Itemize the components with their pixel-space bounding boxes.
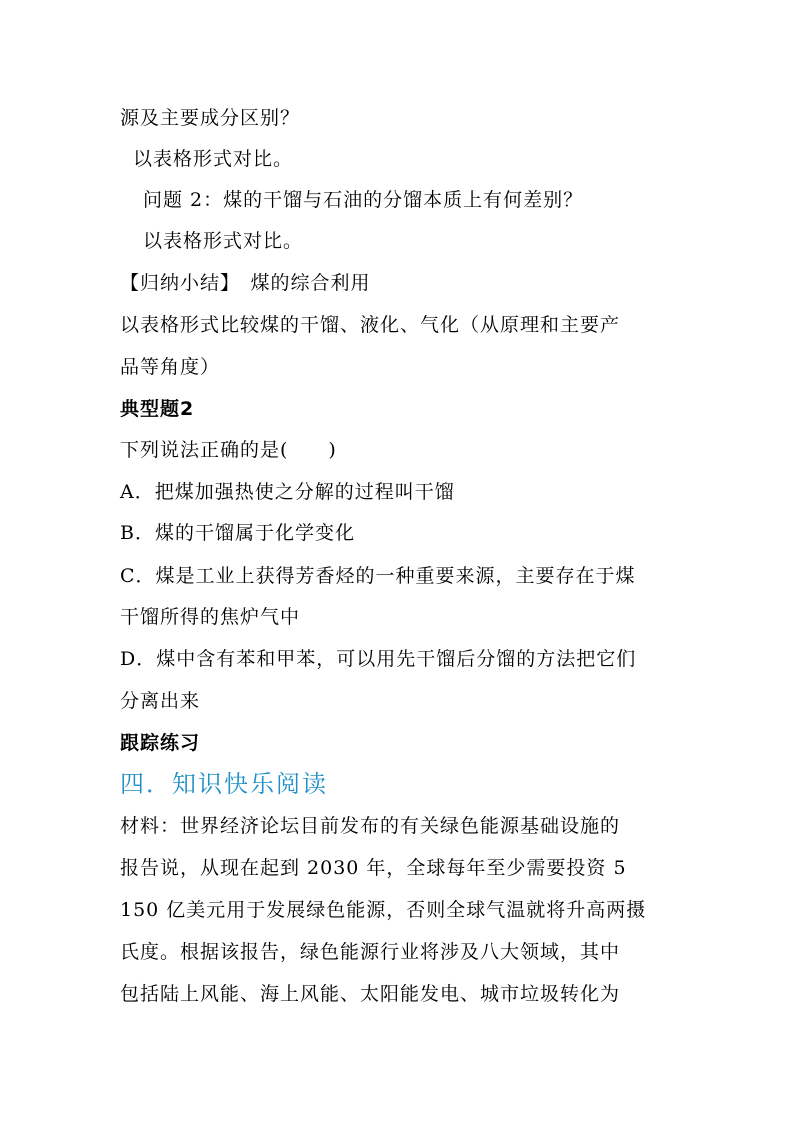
option-a: A．把煤加强热使之分解的过程叫干馏 [120, 481, 455, 503]
option-d-line-1: D．煤中含有苯和甲苯，可以用先干馏后分馏的方法把它们 [120, 648, 637, 670]
material-line-4: 氏度。根据该报告，绿色能源行业将涉及八大领域，其中 [120, 941, 621, 963]
section-heading-reading: 四．知识快乐阅读 [120, 770, 328, 798]
text-line-compare-table-2: 以表格形式对比。 [143, 230, 304, 252]
summary-heading: 【归纳小结】 煤的综合利用 [120, 272, 371, 294]
text-line-compare-table-1: 以表格形式对比。 [133, 148, 294, 170]
summary-text-1: 以表格形式比较煤的干馏、液化、气化（从原理和主要产 [120, 314, 621, 336]
question-stem: 下列说法正确的是( ) [120, 439, 337, 461]
follow-up-practice-title: 跟踪练习 [120, 732, 201, 754]
material-line-2: 报告说，从现在起到 2030 年，全球每年至少需要投资 5 [120, 857, 627, 879]
question-2: 问题 2：煤的干馏与石油的分馏本质上有何差别？ [143, 189, 584, 211]
option-b: B．煤的干馏属于化学变化 [120, 522, 355, 544]
material-line-3: 150 亿美元用于发展绿色能源，否则全球气温就将升高两摄 [120, 899, 647, 921]
option-c-line-2: 干馏所得的焦炉气中 [120, 606, 301, 628]
typical-question-title: 典型题2 [120, 398, 195, 420]
text-line-continuation: 源及主要成分区别？ [120, 107, 301, 129]
option-d-line-2: 分离出来 [120, 690, 201, 712]
summary-text-2: 品等角度） [120, 356, 221, 378]
material-line-1: 材料：世界经济论坛目前发布的有关绿色能源基础设施的 [120, 815, 621, 837]
option-c-line-1: C．煤是工业上获得芳香烃的一种重要来源，主要存在于煤 [120, 565, 636, 587]
material-line-5: 包括陆上风能、海上风能、太阳能发电、城市垃圾转化为 [120, 983, 621, 1005]
